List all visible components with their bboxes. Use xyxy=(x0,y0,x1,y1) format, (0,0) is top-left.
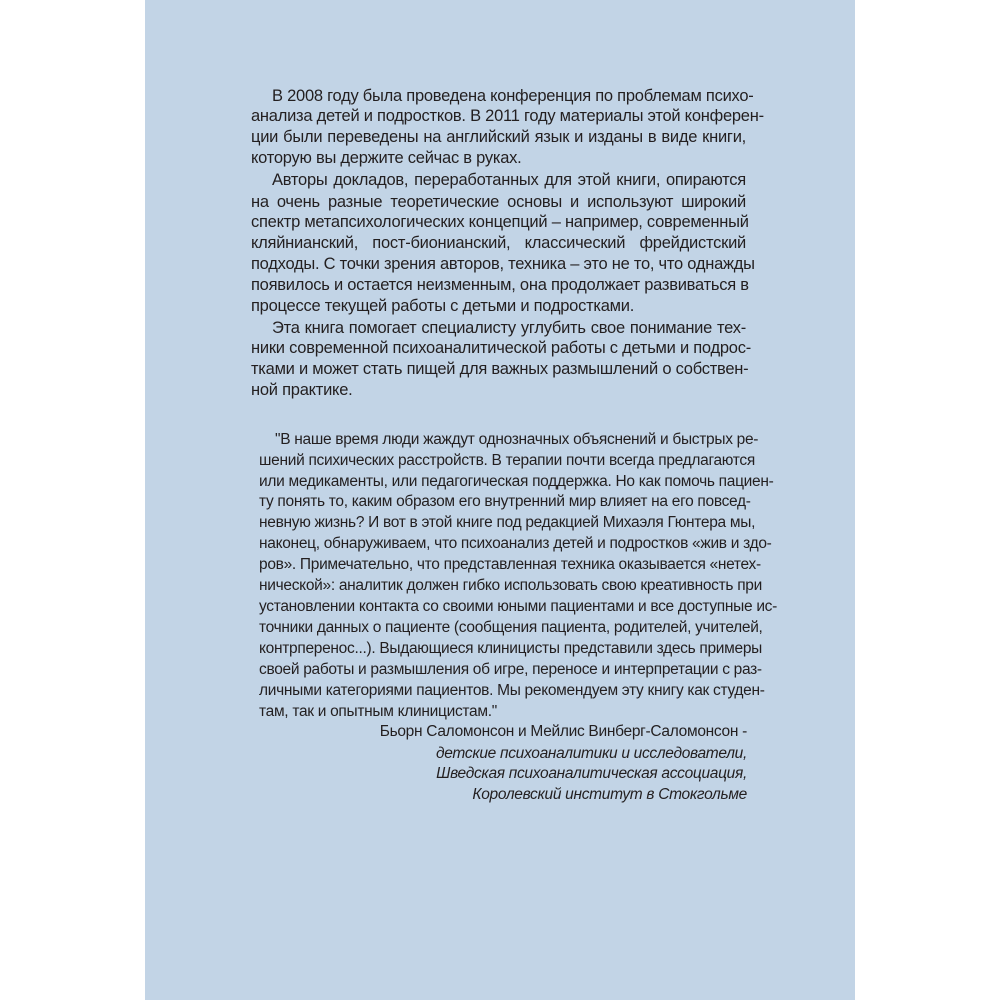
attribution-role: Шведская психоаналитическая ассоциация, xyxy=(436,765,747,782)
quote-line: ту понять то, каким образом его внутренний мир влияет на его повсед- xyxy=(259,493,751,510)
intro-line: Эта книга помогает специалисту углубить свое понимание тех- xyxy=(272,319,746,337)
intro-line: которую вы держите сейчас в руках. xyxy=(251,149,522,167)
attribution-role: детские психоаналитики и исследователи, xyxy=(436,745,747,762)
quote-line: или медикаменты, или педагогическая поддержка. Но как помочь пациен- xyxy=(259,473,774,490)
intro-line: анализа детей и подростков. В 2011 году материалы этой конферен- xyxy=(251,107,764,125)
intro-line: ции были переведены на английский язык и изданы в виде книги, xyxy=(251,128,746,146)
intro-line: ники современной психоаналитической работы с детьми и подрос- xyxy=(251,339,751,357)
intro-line: процессе текущей работы с детьми и подростками. xyxy=(251,297,635,315)
intro-line: появилось и остается неизменным, она продолжает развиваться в xyxy=(251,276,749,294)
intro-line: Авторы докладов, переработанных для этой книги, опираются xyxy=(272,171,746,189)
intro-line: тками и может стать пищей для важных размышлений о собствен- xyxy=(251,360,749,378)
quote-line: установлении контакта со своими юными пациентами и все доступные ис- xyxy=(259,598,777,615)
quote-line: шений психических расстройств. В терапии почти всегда предлагаются xyxy=(259,452,755,469)
intro-line: ной практике. xyxy=(251,381,353,399)
quote-line: наконец, обнаруживаем, что психоанализ детей и подростков «жив и здо- xyxy=(259,535,772,552)
quote-line: ров». Примечательно, что представленная техника оказывается «нетех- xyxy=(259,556,761,573)
intro-line: спектр метапсихологических концепций – например, современный xyxy=(251,213,749,231)
attribution-author: Бьорн Саломонсон и Мейлис Винберг-Саломонсон - xyxy=(379,723,747,740)
quote-line: невную жизнь? И вот в этой книге под редакцией Михаэля Гюнтера мы, xyxy=(259,514,756,531)
intro-line: кляйнианский, пост-бионианский, классический фрейдистский xyxy=(251,234,746,252)
quote-line: нической»: аналитик должен гибко использовать свою креативность при xyxy=(259,577,762,594)
quote-line: точники данных о пациенте (сообщения пациента, родителей, учителей, xyxy=(259,619,763,636)
quote-line: личными категориями пациентов. Мы рекомендуем эту книгу как студен- xyxy=(259,682,765,699)
quote-line: контрперенос...). Выдающиеся клиницисты представили здесь примеры xyxy=(259,640,762,657)
quote-line: своей работы и размышления об игре, переносе и интерпретации с раз- xyxy=(259,661,762,678)
intro-line: на очень разные теоретические основы и используют широкий xyxy=(251,193,746,211)
quote-line: там, так и опытным клиницистам." xyxy=(259,703,497,720)
attribution-role: Королевский институт в Стокгольме xyxy=(472,786,747,803)
quote-line: "В наше время люди жаждут однозначных объяснений и быстрых ре- xyxy=(275,431,759,448)
intro-line: подходы. С точки зрения авторов, техника – это не то, что однажды xyxy=(251,255,755,273)
intro-line: В 2008 году была проведена конференция по проблемам психо- xyxy=(272,87,754,105)
